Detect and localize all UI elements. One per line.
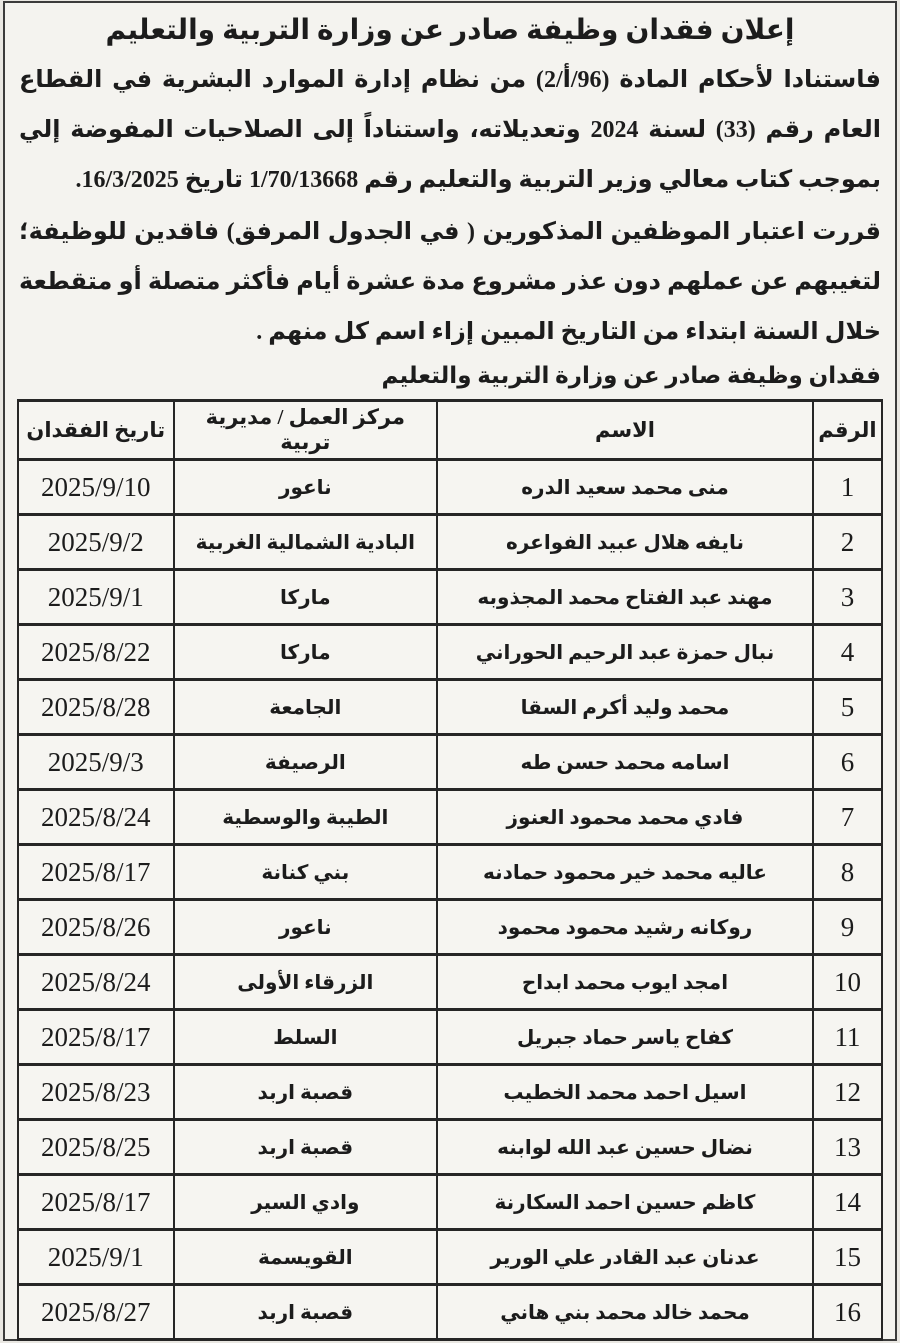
cell-number: 5 (813, 680, 882, 735)
cell-number: 13 (813, 1120, 882, 1175)
cell-loss-date: 2025/9/2 (18, 515, 174, 570)
legal-basis-paragraph: فاستنادا لأحكام المادة (96/أ/2) من نظام إدارة الموارد البشرية في القطاع العام رقم (33) لسنة 2024 وتعديلاته، واستناداً إلى الصلاحيات المفوضة إلي بموجب كتاب معالي وزير التربية والتعليم رقم 1/70/13668 تاريخ 16/3/2025. (19, 67, 882, 193)
cell-number: 4 (813, 625, 882, 680)
table-row (18, 1065, 882, 1120)
cell-loss-date: 2025/9/10 (18, 460, 174, 515)
cell-name: عدنان عبد القادر علي الورير (437, 1230, 813, 1285)
cell-name: محمد وليد أكرم السقا (437, 680, 813, 735)
table-row (18, 1120, 882, 1175)
table-row (18, 735, 882, 790)
table-row (18, 845, 882, 900)
cell-number: 6 (813, 735, 882, 790)
cell-name: اسيل احمد محمد الخطيب (437, 1065, 813, 1120)
job-loss-table (17, 399, 883, 1341)
column-header-name: الاسم (437, 401, 813, 460)
cell-number: 16 (813, 1285, 882, 1340)
cell-number: 11 (813, 1010, 882, 1065)
cell-name: نضال حسين عبد الله لوابنه (437, 1120, 813, 1175)
cell-number: 14 (813, 1175, 882, 1230)
cell-work-center: البادية الشمالية الغربية (174, 515, 438, 570)
cell-name: نايفه هلال عبيد الفواعره (437, 515, 813, 570)
cell-work-center: قصبة اربد (174, 1065, 438, 1120)
cell-name: مهند عبد الفتاح محمد المجذوبه (437, 570, 813, 625)
table-row (18, 955, 882, 1010)
cell-name: اسامه محمد حسن طه (437, 735, 813, 790)
announcement-title: إعلان فقدان وظيفة صادر عن وزارة التربية والتعليم (105, 15, 795, 46)
cell-loss-date: 2025/8/22 (18, 625, 174, 680)
cell-work-center: الجامعة (174, 680, 438, 735)
cell-work-center: الرصيفة (174, 735, 438, 790)
cell-name: كاظم حسين احمد السكارنة (437, 1175, 813, 1230)
cell-work-center: ناعور (174, 900, 438, 955)
cell-loss-date: 2025/8/26 (18, 900, 174, 955)
cell-work-center: ناعور (174, 460, 438, 515)
table-header-row (18, 401, 882, 460)
cell-number: 2 (813, 515, 882, 570)
table-row (18, 900, 882, 955)
cell-work-center: قصبة اربد (174, 1285, 438, 1340)
cell-name: روكانه رشيد محمود محمود (437, 900, 813, 955)
cell-number: 12 (813, 1065, 882, 1120)
cell-loss-date: 2025/8/24 (18, 955, 174, 1010)
cell-loss-date: 2025/8/23 (18, 1065, 174, 1120)
cell-loss-date: 2025/8/24 (18, 790, 174, 845)
table-row (18, 515, 882, 570)
cell-work-center: الزرقاء الأولى (174, 955, 438, 1010)
cell-loss-date: 2025/9/1 (18, 570, 174, 625)
cell-work-center: ماركا (174, 625, 438, 680)
cell-name: كفاح ياسر حماد جبريل (437, 1010, 813, 1065)
cell-work-center: ماركا (174, 570, 438, 625)
cell-loss-date: 2025/8/17 (18, 845, 174, 900)
decision-paragraph: قررت اعتبار الموظفين المذكورين ( في الجدول المرفق) فاقدين للوظيفة؛ لتغيبهم عن عملهم دون عذر مشروع مدة عشرة أيام فأكثر متصلة أو متقطعة خلال السنة ابتداء من التاريخ المبين إزاء اسم كل منهم . (19, 219, 881, 345)
cell-name: امجد ايوب محمد ابداح (437, 955, 813, 1010)
table-row (18, 680, 882, 735)
cell-name: منى محمد سعيد الدره (437, 460, 813, 515)
cell-work-center: وادي السير (174, 1175, 438, 1230)
column-header-number: الرقم (813, 401, 882, 460)
cell-loss-date: 2025/9/3 (18, 735, 174, 790)
table-row (18, 625, 882, 680)
cell-name: محمد خالد محمد بني هاني (437, 1285, 813, 1340)
cell-work-center: القويسمة (174, 1230, 438, 1285)
cell-work-center: بني كنانة (174, 845, 438, 900)
cell-number: 7 (813, 790, 882, 845)
column-header-loss-date: تاريخ الفقدان (18, 401, 174, 460)
cell-loss-date: 2025/8/25 (18, 1120, 174, 1175)
cell-work-center: قصبة اربد (174, 1120, 438, 1175)
table-row (18, 1010, 882, 1065)
cell-loss-date: 2025/8/27 (18, 1285, 174, 1340)
table-caption: فقدان وظيفة صادر عن وزارة التربية والتعليم (381, 363, 881, 388)
table-row (18, 1175, 882, 1230)
cell-loss-date: 2025/8/17 (18, 1175, 174, 1230)
table-row (18, 1230, 882, 1285)
cell-loss-date: 2025/8/17 (18, 1010, 174, 1065)
cell-number: 1 (813, 460, 882, 515)
table-row (18, 1285, 882, 1340)
cell-number: 10 (813, 955, 882, 1010)
column-header-work-center: مركز العمل / مديرية تربية (174, 401, 438, 460)
announcement-sheet (3, 1, 897, 1341)
cell-name: فادي محمد محمود العنوز (437, 790, 813, 845)
cell-name: عاليه محمد خير محمود حمادنه (437, 845, 813, 900)
cell-number: 9 (813, 900, 882, 955)
cell-number: 15 (813, 1230, 882, 1285)
table-row (18, 570, 882, 625)
cell-work-center: السلط (174, 1010, 438, 1065)
cell-number: 3 (813, 570, 882, 625)
cell-loss-date: 2025/9/1 (18, 1230, 174, 1285)
table-row (18, 460, 882, 515)
cell-number: 8 (813, 845, 882, 900)
cell-name: نبال حمزة عبد الرحيم الحوراني (437, 625, 813, 680)
table-row (18, 790, 882, 845)
cell-work-center: الطيبة والوسطية (174, 790, 438, 845)
cell-loss-date: 2025/8/28 (18, 680, 174, 735)
